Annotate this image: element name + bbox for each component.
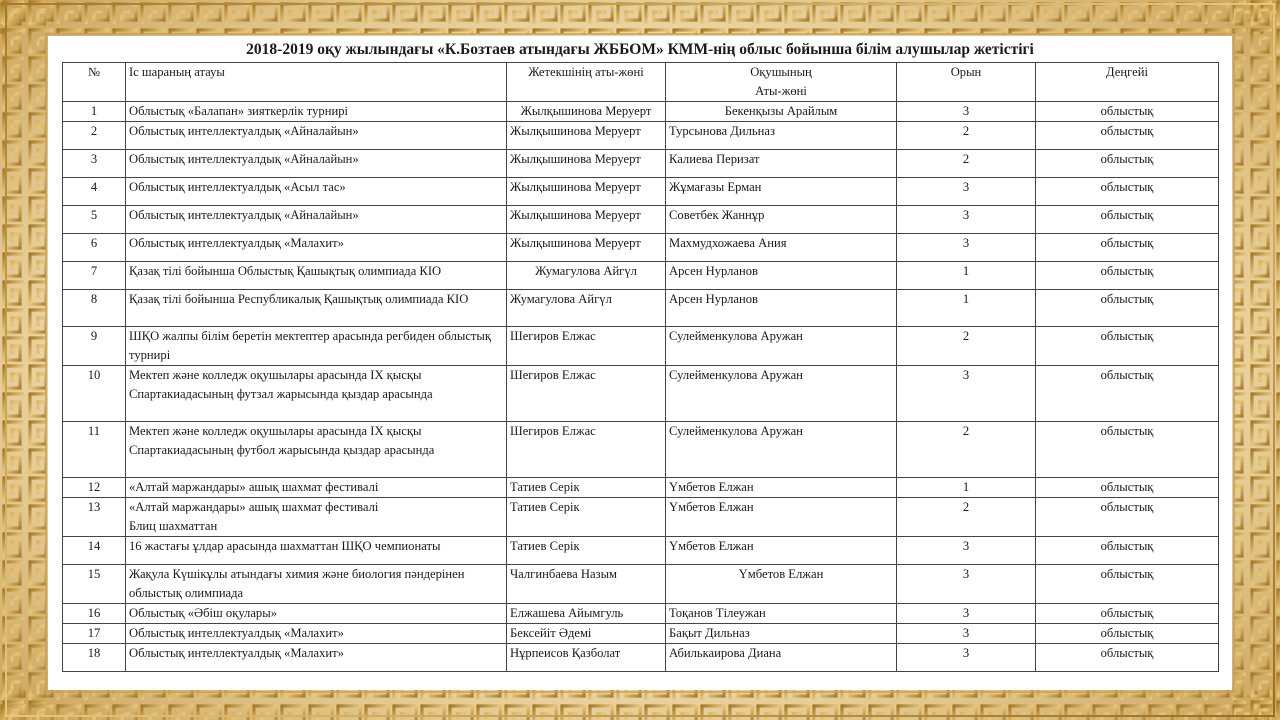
leader-name: Жылқышинова Меруерт (507, 102, 666, 122)
row-number: 11 (63, 422, 126, 478)
place-value: 2 (897, 122, 1036, 150)
row-number: 18 (63, 644, 126, 672)
row-number: 15 (63, 565, 126, 604)
table-row (63, 537, 1219, 565)
leader-name: Жылқышинова Меруерт (507, 234, 666, 262)
table-row (63, 206, 1219, 234)
place-value: 3 (897, 604, 1036, 624)
table-row (63, 478, 1219, 498)
level-value: облыстық (1036, 327, 1219, 366)
leader-name: Нұрпеисов Қазболат (507, 644, 666, 672)
leader-name: Жылқышинова Меруерт (507, 178, 666, 206)
level-value: облыстық (1036, 478, 1219, 498)
leader-name: Шегиров Елжас (507, 422, 666, 478)
level-value: облыстық (1036, 366, 1219, 422)
leader-name: Татиев Серік (507, 478, 666, 498)
place-value: 3 (897, 565, 1036, 604)
event-name: Облыстық интеллектуалдық «Айналайын» (126, 122, 507, 150)
place-value: 3 (897, 178, 1036, 206)
student-name: Турсынова Дильназ (666, 122, 897, 150)
row-number: 8 (63, 290, 126, 327)
student-name: Жұмағазы Ерман (666, 178, 897, 206)
event-name: Мектеп және колледж оқушылары арасында IX қысқы Спартакиадасының футзал жарысында қыздар арасында (126, 366, 507, 422)
event-name: ШҚО жалпы білім беретін мектептер арасында регбиден облыстық турнирі (126, 327, 507, 366)
col-place-header: Орын (897, 63, 1036, 102)
student-name: Сулейменкулова Аружан (666, 422, 897, 478)
leader-name: Шегиров Елжас (507, 366, 666, 422)
student-name: Советбек Жаннұр (666, 206, 897, 234)
table-row (63, 565, 1219, 604)
student-name: Сулейменкулова Аружан (666, 366, 897, 422)
row-number: 17 (63, 624, 126, 644)
event-name: Облыстық интеллектуалдық «Айналайын» (126, 206, 507, 234)
event-name: Мектеп және колледж оқушылары арасында IX қысқы Спартакиадасының футбол жарысында қыздар арасында (126, 422, 507, 478)
event-name: Облыстық интеллектуалдық «Малахит» (126, 234, 507, 262)
leader-name: Шегиров Елжас (507, 327, 666, 366)
row-number: 12 (63, 478, 126, 498)
level-value: облыстық (1036, 644, 1219, 672)
table-row (63, 290, 1219, 327)
row-number: 9 (63, 327, 126, 366)
place-value: 1 (897, 290, 1036, 327)
leader-name: Жумагулова Айгүл (507, 290, 666, 327)
event-name: Жақула Күшікұлы атындағы химия және биология пәндерінен облыстық олимпиада (126, 565, 507, 604)
student-name: Арсен Нурланов (666, 290, 897, 327)
level-value: облыстық (1036, 262, 1219, 290)
row-number: 14 (63, 537, 126, 565)
col-level-header: Деңгейі (1036, 63, 1219, 102)
student-name: Арсен Нурланов (666, 262, 897, 290)
col-event-header: Іс шараның атауы (126, 63, 507, 102)
table-row (63, 262, 1219, 290)
leader-name: Жылқышинова Меруерт (507, 122, 666, 150)
event-name: Облыстық «Әбіш оқулары» (126, 604, 507, 624)
table-row (63, 624, 1219, 644)
level-value: облыстық (1036, 498, 1219, 537)
level-value: облыстық (1036, 122, 1219, 150)
table-row (63, 366, 1219, 422)
event-name: «Алтай маржандары» ашық шахмат фестивалі Блиц шахматтан (126, 498, 507, 537)
achievements-table (62, 62, 1219, 672)
row-number: 3 (63, 150, 126, 178)
table-row (63, 122, 1219, 150)
level-value: облыстық (1036, 102, 1219, 122)
place-value: 1 (897, 262, 1036, 290)
place-value: 3 (897, 102, 1036, 122)
row-number: 6 (63, 234, 126, 262)
place-value: 2 (897, 498, 1036, 537)
place-value: 2 (897, 327, 1036, 366)
student-name: Абилькаирова Диана (666, 644, 897, 672)
event-name: Облыстық интеллектуалдық «Айналайын» (126, 150, 507, 178)
student-header-text: Оқушының Аты-жөні (750, 65, 812, 98)
table-row (63, 150, 1219, 178)
level-value: облыстық (1036, 178, 1219, 206)
row-number: 16 (63, 604, 126, 624)
leader-name: Татиев Серік (507, 498, 666, 537)
table-header-row (63, 63, 1219, 102)
level-value: облыстық (1036, 150, 1219, 178)
event-name: Облыстық интеллектуалдық «Асыл тас» (126, 178, 507, 206)
table-row (63, 644, 1219, 672)
student-name: Үмбетов Елжан (666, 565, 897, 604)
student-name: Үмбетов Елжан (666, 498, 897, 537)
row-number: 2 (63, 122, 126, 150)
row-number: 1 (63, 102, 126, 122)
col-student-header (666, 63, 897, 102)
table-row (63, 498, 1219, 537)
event-name: «Алтай маржандары» ашық шахмат фестивалі (126, 478, 507, 498)
col-number-header: № (63, 63, 126, 102)
page-title: 2018-2019 оқу жылындағы «К.Бозтаев атындағы ЖББОМ» КММ-нің облыс бойынша білім алушылар жетістігі (246, 41, 1034, 58)
table-row (63, 102, 1219, 122)
level-value: облыстық (1036, 422, 1219, 478)
level-value: облыстық (1036, 537, 1219, 565)
row-number: 4 (63, 178, 126, 206)
leader-name: Елжашева Айымгуль (507, 604, 666, 624)
event-name: Облыстық «Балапан» зияткерлік турнирі (126, 102, 507, 122)
student-name: Тоқанов Тілеужан (666, 604, 897, 624)
place-value: 3 (897, 644, 1036, 672)
student-name: Үмбетов Елжан (666, 537, 897, 565)
student-name: Үмбетов Елжан (666, 478, 897, 498)
place-value: 3 (897, 537, 1036, 565)
col-leader-header: Жетекшінің аты-жөні (507, 63, 666, 102)
place-value: 2 (897, 422, 1036, 478)
place-value: 2 (897, 150, 1036, 178)
leader-name: Жылқышинова Меруерт (507, 206, 666, 234)
student-name: Махмудхожаева Ания (666, 234, 897, 262)
table-row (63, 234, 1219, 262)
level-value: облыстық (1036, 624, 1219, 644)
leader-name: Жылқышинова Меруерт (507, 150, 666, 178)
student-name: Бекенқызы Арайлым (666, 102, 897, 122)
place-value: 3 (897, 206, 1036, 234)
level-value: облыстық (1036, 234, 1219, 262)
table-row (63, 604, 1219, 624)
place-value: 3 (897, 366, 1036, 422)
level-value: облыстық (1036, 604, 1219, 624)
leader-name: Татиев Серік (507, 537, 666, 565)
place-value: 1 (897, 478, 1036, 498)
row-number: 5 (63, 206, 126, 234)
table-row (63, 178, 1219, 206)
level-value: облыстық (1036, 565, 1219, 604)
row-number: 7 (63, 262, 126, 290)
event-name: Қазақ тілі бойынша Облыстық Қашықтық олимпиада КІО (126, 262, 507, 290)
table-row (63, 327, 1219, 366)
level-value: облыстық (1036, 206, 1219, 234)
leader-name: Чалгинбаева Назым (507, 565, 666, 604)
student-name: Калиева Перизат (666, 150, 897, 178)
leader-name: Жумагулова Айгүл (507, 262, 666, 290)
event-name: 16 жастағы ұлдар арасында шахматтан ШҚО чемпионаты (126, 537, 507, 565)
row-number: 10 (63, 366, 126, 422)
event-name: Қазақ тілі бойынша Республикалық Қашықтық олимпиада КІО (126, 290, 507, 327)
event-name: Облыстық интеллектуалдық «Малахит» (126, 644, 507, 672)
level-value: облыстық (1036, 290, 1219, 327)
table-row (63, 422, 1219, 478)
place-value: 3 (897, 234, 1036, 262)
student-name: Бақыт Дильназ (666, 624, 897, 644)
row-number: 13 (63, 498, 126, 537)
leader-name: Бексейіт Әдемі (507, 624, 666, 644)
place-value: 3 (897, 624, 1036, 644)
student-name: Сулейменкулова Аружан (666, 327, 897, 366)
event-name: Облыстық интеллектуалдық «Малахит» (126, 624, 507, 644)
